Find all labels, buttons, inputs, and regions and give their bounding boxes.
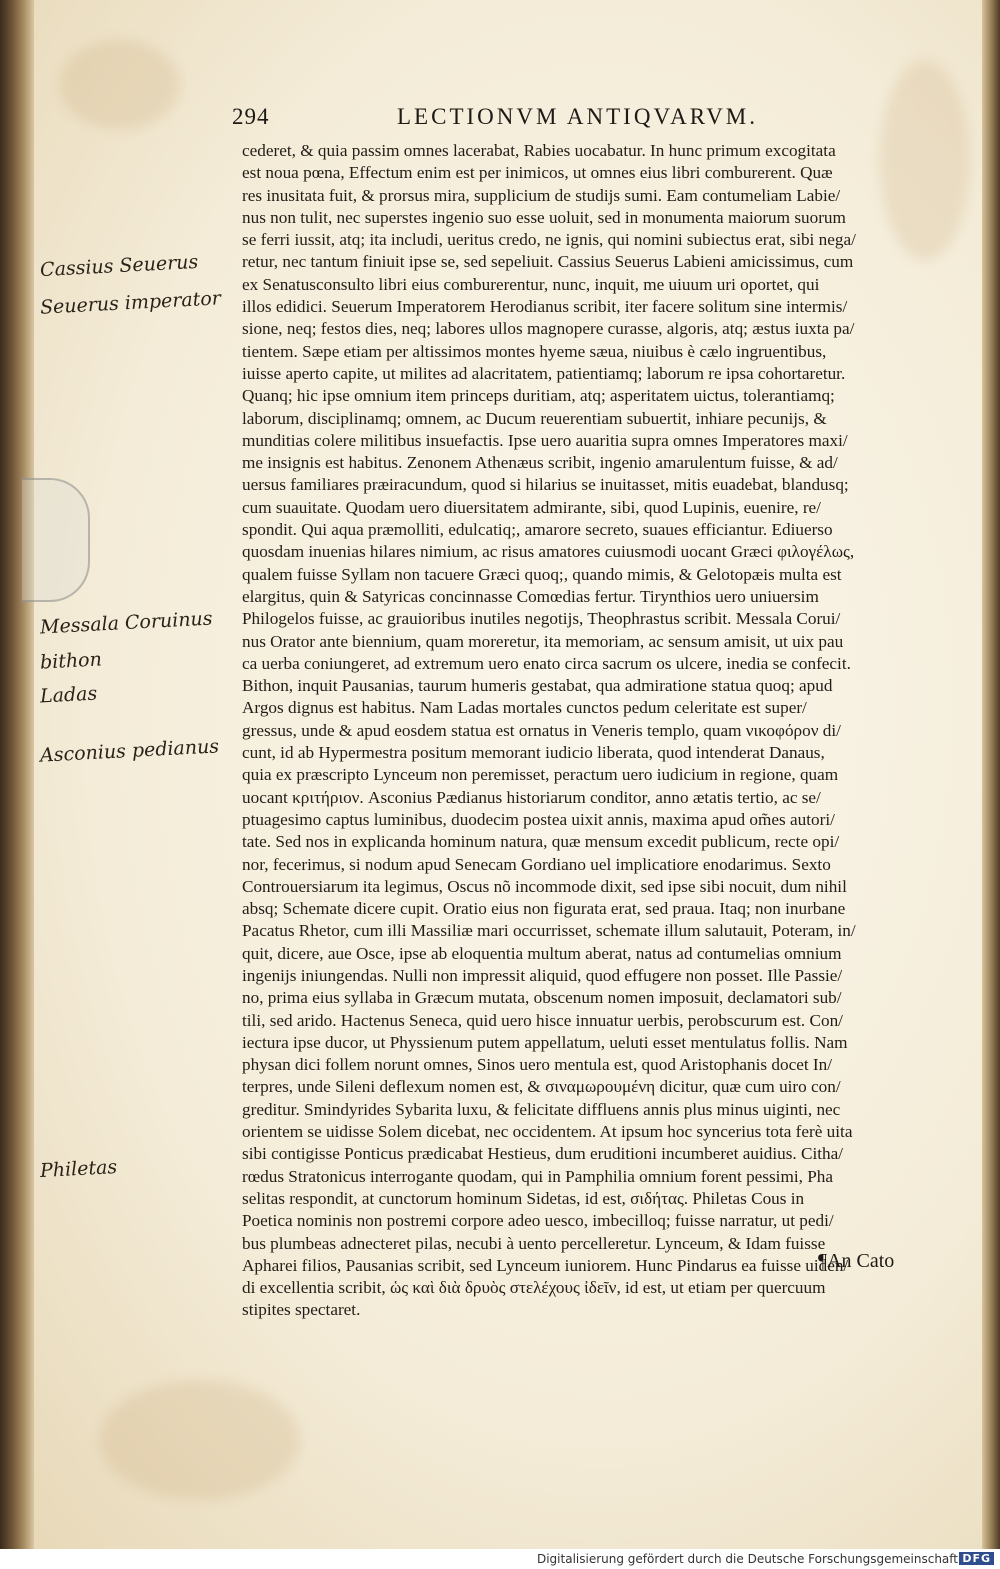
- text-line: gressus, unde & apud eosdem statua est ornatus in Veneris templo, quam νικοφόρον di/: [242, 720, 841, 740]
- text-line: spondit. Qui aqua præmolliti, edulcatiq;, amarore secreto, suaues efficiantur. Ediuerso: [242, 520, 833, 540]
- text-line: cunt, id ab Hypermestra positum memorant iudicio liberata, quod intenderat Danaus,: [242, 743, 825, 763]
- text-line: greditur. Smindyrides Sybarita luxu, & felicitate diffluens annis plus minus uiginti, nec: [242, 1099, 841, 1119]
- text-line: munditias colere militibus insuefactis. Ipse uero auaritia supra omnes Imperatores maxi/: [242, 430, 848, 450]
- text-line: ptuagesimo captus luminibus, duodecim postea uixit annis, maxima apud om̃es autori/: [242, 809, 835, 829]
- funding-notice: Digitalisierung gefördert durch die Deutsche Forschungsgemeinschaft: [536, 1552, 958, 1566]
- text-line: nus non tulit, nec superstes ingenio suo esse uoluit, sed in monumenta maiorum suorum: [242, 207, 846, 227]
- text-line: elargitus, quin & Satyricas concinnasse Comœdias fertur. Tirynthios uero uniuersim: [242, 586, 819, 606]
- text-line: nor, fecerimus, si nodum apud Senecam Gordiano uel implicatiore enodarimus. Sexto: [242, 854, 831, 874]
- text-line: tili, sed arido. Hactenus Seneca, quid uero hisce innuatur uerbis, perobscurum est. Con/: [242, 1010, 843, 1030]
- text-line: iectura ipse ducor, ut Physsienum putem appellatum, ueluti esset mentulatus follis. Nam: [242, 1032, 848, 1052]
- text-line: stipites spectaret.: [242, 1300, 361, 1320]
- text-line: Argos dignus est habitus. Nam Ladas mortales cunctos pedum celeritate est super/: [242, 698, 807, 718]
- text-line: sione, neq; festos dies, neq; labores ullos magnopere curasse, algoris, atq; æstus iuxta pa/: [242, 319, 855, 339]
- text-line: Quanq; hic ipse omnium item princeps duritiam, atq; asperitatem uictus, tolerantiamq;: [242, 386, 835, 406]
- page-number: 294: [232, 104, 270, 129]
- page-edge: [982, 0, 1000, 1569]
- text-line: illos edidici. Seuerum Imperatorem Herodianus scribit, iter facere solitum sine intermis/: [242, 297, 848, 317]
- text-line: cum suauitate. Quodam uero diuersitatem admirante, sibi, quod Lupinis, euenire, re/: [242, 497, 821, 517]
- text-line: qualem fuisse Syllam non tacuere Græci quoq;, quando mimis, & Gelotopæis multa est: [242, 564, 842, 584]
- running-header: [232, 100, 932, 134]
- text-line: Apharei filios, Pausanias scribit, sed Lynceum iuniorem. Hunc Pindarus ea fuisse uiden/: [242, 1255, 849, 1275]
- text-line: nus Orator ante biennium, quam moreretur, ita memoriam, ac sensum amisit, ut uix pau: [242, 631, 844, 651]
- text-line: absq; Schemate dicere cupit. Oratio eius non figurata erat, sed praua. Itaq; non inurbane: [242, 899, 846, 919]
- text-line: terpres, unde Sileni deflexum nomen est, & σιναμωρουμένη dicitur, quæ cum uiro con/: [242, 1077, 841, 1097]
- text-line: selitas respondit, at cunctorum hominum Sidetas, id est, σιδήτας. Philetas Cous in: [242, 1188, 805, 1208]
- text-line: Controuersiarum ita legimus, Oscus nõ incommode dixit, sed ipse sibi nocuit, dum nihil: [242, 876, 847, 896]
- dfg-logo: DFG: [959, 1552, 994, 1565]
- text-line: quit, dicere, aue Osce, ipse ab eloquentia multum aberat, natus ad contumelias omnium: [242, 943, 842, 963]
- text-line: iuisse aperto capite, ut milites ad alacritatem, patientiamq; laborum re ipsa cohortaretur.: [242, 363, 846, 383]
- marginal-note: bithon: [39, 648, 103, 674]
- text-line: se ferri iussit, atq; ita includi, ueritus credo, ne ignis, qui nomini subiectus erat, sibi nega/: [242, 230, 856, 250]
- text-line: ca uerba coniungeret, ad extremum uero enato circa sacrum os ulcere, inedia se confecit.: [242, 653, 851, 673]
- text-line: laborum, disciplinamq; omnem, ac Ducum reuerentiam subuertit, inhiare pecunijs, &: [242, 408, 827, 428]
- footer-bar: [0, 1549, 1000, 1569]
- text-line: uersus familiares præiracundum, quod si hilarius se inuitasset, mitis euadebat, blandusq;: [242, 475, 849, 495]
- text-line: sibi contigisse Ponticus prædicabat Hestieus, dum eruditioni incumberet auidius. Citha/: [242, 1144, 844, 1164]
- text-line: ingenijs iniungendas. Nulli non impressit aliquid, quod effugere non posset. Ille Passie/: [242, 965, 843, 985]
- catchword: ¶An Cato: [818, 1250, 895, 1272]
- marginal-note: Asconius pedianus: [39, 735, 220, 767]
- text-line: bus plumbeas adnecteret pilas, necubi à uento percelleretur. Lynceum, & Idam fuisse: [242, 1233, 826, 1253]
- text-line: cederet, & quia passim omnes lacerabat, Rabies uocabatur. In hunc primum excogitata: [242, 141, 836, 160]
- text-line: retur, nec tantum finiuit ipse se, sed sepeliuit. Cassius Seuerus Labieni amicissimus, cum: [242, 252, 854, 272]
- text-line: rœdus Stratonicus interrogante quodam, qui in Pamphilia omnium forent pessimi, Pha: [242, 1166, 833, 1186]
- marginal-note: Ladas: [39, 682, 98, 708]
- text-line: uocant κριτήριον. Asconius Pædianus historiarum conditor, anno ætatis tertio, ac se/: [242, 787, 821, 807]
- text-line: no, prima eius syllaba in Græcum mutata, obscenum nomen imposuit, declamatori sub/: [242, 988, 842, 1008]
- book-binding-edge: [0, 0, 34, 1569]
- text-line: quia ex præscripto Lynceum non peremisset, peractum uero iudicium in regione, quam: [242, 765, 839, 785]
- paper-clip: [22, 478, 90, 602]
- paper-stain: [100, 1380, 300, 1500]
- body-text: [242, 140, 922, 1322]
- text-line: me insignis est habitus. Zenonem Athenæus scribit, ingenio amarulentum fuisse, & ad/: [242, 453, 838, 473]
- marginal-note: Messala Coruinus: [39, 607, 214, 639]
- marginal-note: Cassius Seuerus: [39, 250, 199, 282]
- text-line: Bithon, inquit Pausanias, taurum humeris gestabat, qua admiratione statua quoq; apud: [242, 676, 833, 696]
- text-line: res inusitata fuit, & prorsus mira, supplicium de studijs sumi. Eam contumeliam Labie/: [242, 185, 841, 205]
- text-line: ex Senatusconsulto libri eius comburerentur, nunc, inquit, me uiuum uri oportet, qui: [242, 274, 820, 294]
- text-line: tientem. Sæpe etiam per altissimos montes hyeme sæua, niuibus è cælo ingruentibus,: [242, 341, 827, 361]
- text-line: quosdam inuenias hilares nimium, ac risus amatores cuiusmodi uocant Græci φιλογέλως,: [242, 542, 855, 562]
- text-line: Philogelos fuisse, ac grauioribus inutiles negotijs, Theophrastus scribit. Messala Corui/: [242, 609, 841, 629]
- text-line: Poetica nominis non postremi corpore adeo uesco, imbecilloq; fuisse narratur, ut pedi/: [242, 1211, 834, 1231]
- text-line: est noua pœna, Effectum enim est per inimicos, ut omnes eius libri comburerent. Quæ: [242, 163, 833, 183]
- text-line: tate. Sed nos in explicanda hominum natura, quæ mensum excedit publicum, recte opi/: [242, 832, 840, 852]
- marginal-note: Seuerus imperator: [39, 287, 222, 319]
- text-line: orientem se uidisse Solem dicebat, nec occidentem. At ipsum hoc syncerius tota ferè uita: [242, 1122, 853, 1142]
- paper-stain: [60, 40, 180, 130]
- running-title: LECTIONVM ANTIQVARVM.: [397, 104, 759, 129]
- marginal-note: Philetas: [39, 1155, 118, 1183]
- text-line: di excellentia scribit, ὡς καὶ διὰ δρυὸς στελέχους ἰδεῖν, id est, ut etiam per quercuum: [242, 1278, 826, 1298]
- text-line: Pacatus Rhetor, cum illi Massiliæ mari occurrisset, schemate illum salutauit, Poteram, in/: [242, 921, 856, 941]
- text-line: physan dici follem norunt omnes, Sinos uero mentula est, quod Aristophanis docet In/: [242, 1055, 833, 1075]
